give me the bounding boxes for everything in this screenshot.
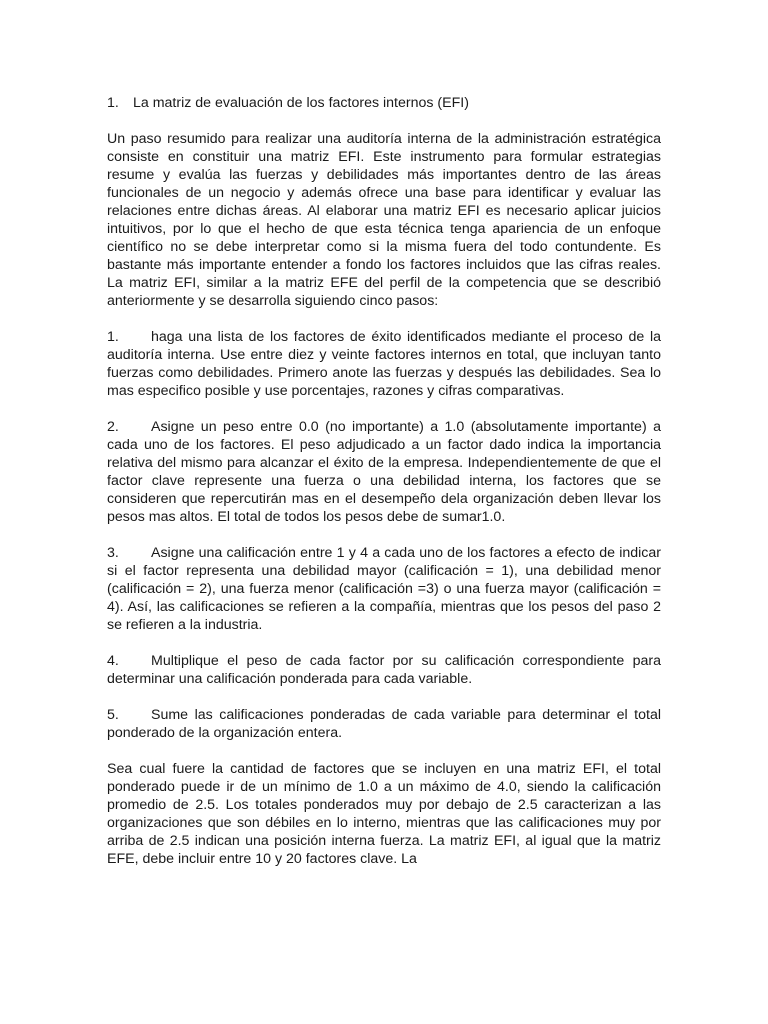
step-paragraph-4	[107, 652, 661, 688]
section-heading	[107, 94, 661, 112]
section-number: 1.	[107, 95, 119, 111]
step-text: Asigne una calificación entre 1 y 4 a cada uno de los factores a efecto de indicar si el factor representa una debilidad mayor (calificación = 1), una debilidad menor (calificación = 2), una fuerza menor (calificación =3) o una fuerza mayor (calificación = 4). Así, las calificaciones se refieren a la compañía, mientras que los pesos del paso 2 se refieren a la industria.	[107, 545, 661, 633]
step-text: Multiplique el peso de cada factor por su calificación correspondiente para determinar una calificación ponderada para cada variable.	[107, 653, 661, 687]
step-text: Asigne un peso entre 0.0 (no importante) a 1.0 (absolutamente importante) a cada uno de los factores. El peso adjudicado a un factor dado indica la importancia relativa del mismo para alcanzar el éxito de la empresa. Independientemente de que el factor clave represente una fuerza o una debilidad interna, los factores que se consideren que repercutirán mas en el desempeño dela organización deben llevar los pesos mas altos. El total de todos los pesos debe de sumar1.0.	[107, 419, 661, 525]
step-number: 3.	[107, 545, 119, 561]
step-number: 5.	[107, 707, 119, 723]
step-number: 4.	[107, 653, 119, 669]
step-paragraph-2	[107, 418, 661, 526]
step-text: Sume las calificaciones ponderadas de cada variable para determinar el total ponderado de la organización entera.	[107, 707, 661, 741]
intro-paragraph: Un paso resumido para realizar una auditoría interna de la administración estratégica consiste en constituir una matriz EFI. Este instrumento para formular estrategias resume y evalúa las fuerzas y debilidades más importantes dentro de las áreas funcionales de un negocio y además ofrece una base para identificar y evaluar las relaciones entre dichas áreas. Al elaborar una matriz EFI es necesario aplicar juicios intuitivos, por lo que el hecho de que esta técnica tenga apariencia de un enfoque científico no se debe interpretar como si la misma fuera del todo contundente. Es bastante más importante entender a fondo los factores incluidos que las cifras reales. La matriz EFI, similar a la matriz EFE del perfil de la competencia que se describió anteriormente y se desarrolla siguiendo cinco pasos:	[107, 131, 661, 309]
step-number: 2.	[107, 419, 119, 435]
section-title: La matriz de evaluación de los factores internos (EFI)	[133, 95, 469, 111]
step-paragraph-1	[107, 328, 661, 400]
step-paragraph-5	[107, 706, 661, 742]
step-paragraph-3	[107, 544, 661, 634]
step-text: haga una lista de los factores de éxito identificados mediante el proceso de la auditoría interna. Use entre diez y veinte factores internos en total, que incluyan tanto fuerzas como debilidades. Primero anote las fuerzas y después las debilidades. Sea lo mas especifico posible y use porcentajes, razones y cifras comparativas.	[107, 329, 661, 399]
document-page	[107, 94, 661, 886]
step-number: 1.	[107, 329, 119, 345]
closing-paragraph: Sea cual fuere la cantidad de factores que se incluyen en una matriz EFI, el total ponderado puede ir de un mínimo de 1.0 a un máximo de 4.0, siendo la calificación promedio de 2.5. Los totales ponderados muy por debajo de 2.5 caracterizan a las organizaciones que son débiles en lo interno, mientras que las calificaciones muy por arriba de 2.5 indican una posición interna fuerza. La matriz EFI, al igual que la matriz EFE, debe incluir entre 10 y 20 factores clave. La	[107, 761, 661, 867]
